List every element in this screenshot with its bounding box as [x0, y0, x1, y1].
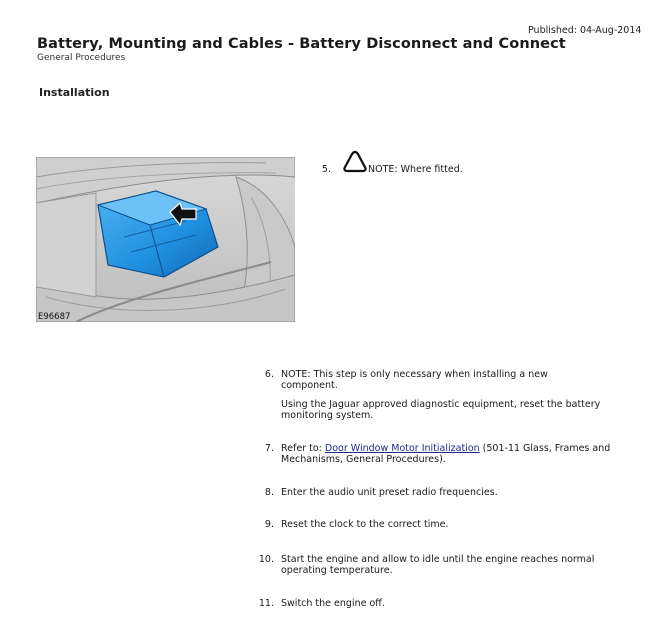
step-9-instruction: Reset the clock to the correct time. — [281, 519, 449, 530]
warning-triangle-icon — [342, 149, 368, 175]
step-6-instruction: Using the Jaguar approved diagnostic equipment, reset the battery monitoring system. — [281, 399, 601, 421]
step-10-instruction: Start the engine and allow to idle until the engine reaches normal operating temperature. — [281, 554, 595, 576]
step-5-number: 5. — [321, 164, 331, 175]
page-title: Battery, Mounting and Cables - Battery Disconnect and Connect — [37, 36, 566, 52]
step-6-number: 6. — [264, 369, 274, 380]
step-8-instruction: Enter the audio unit preset radio frequencies. — [281, 487, 498, 498]
step-10-number: 10. — [258, 554, 274, 565]
step-7-suffix: (501-11 Glass, Frames and Mechanisms, General Procedures). — [281, 443, 611, 465]
figure-label: E96687 — [38, 312, 71, 322]
step-11-instruction: Switch the engine off. — [281, 598, 385, 609]
step-8-number: 8. — [264, 487, 274, 498]
step-7-instruction — [281, 443, 621, 465]
page-subtitle: General Procedures — [37, 53, 126, 63]
step-9-number: 9. — [264, 519, 274, 530]
battery-location-illustration — [36, 157, 295, 322]
step-6-note: NOTE: This step is only necessary when installing a new component. — [281, 369, 548, 391]
step-5-note: NOTE: Where fitted. — [368, 164, 463, 175]
trunk-battery-drawing — [36, 157, 295, 322]
published-date: Published: 04-Aug-2014 — [528, 25, 642, 36]
step-7-prefix: Refer to: — [281, 443, 325, 454]
door-window-motor-initialization-link[interactable]: Door Window Motor Initialization — [324, 443, 480, 454]
step-11-number: 11. — [258, 598, 274, 609]
section-heading: Installation — [39, 86, 110, 99]
step-7-number: 7. — [264, 443, 274, 454]
